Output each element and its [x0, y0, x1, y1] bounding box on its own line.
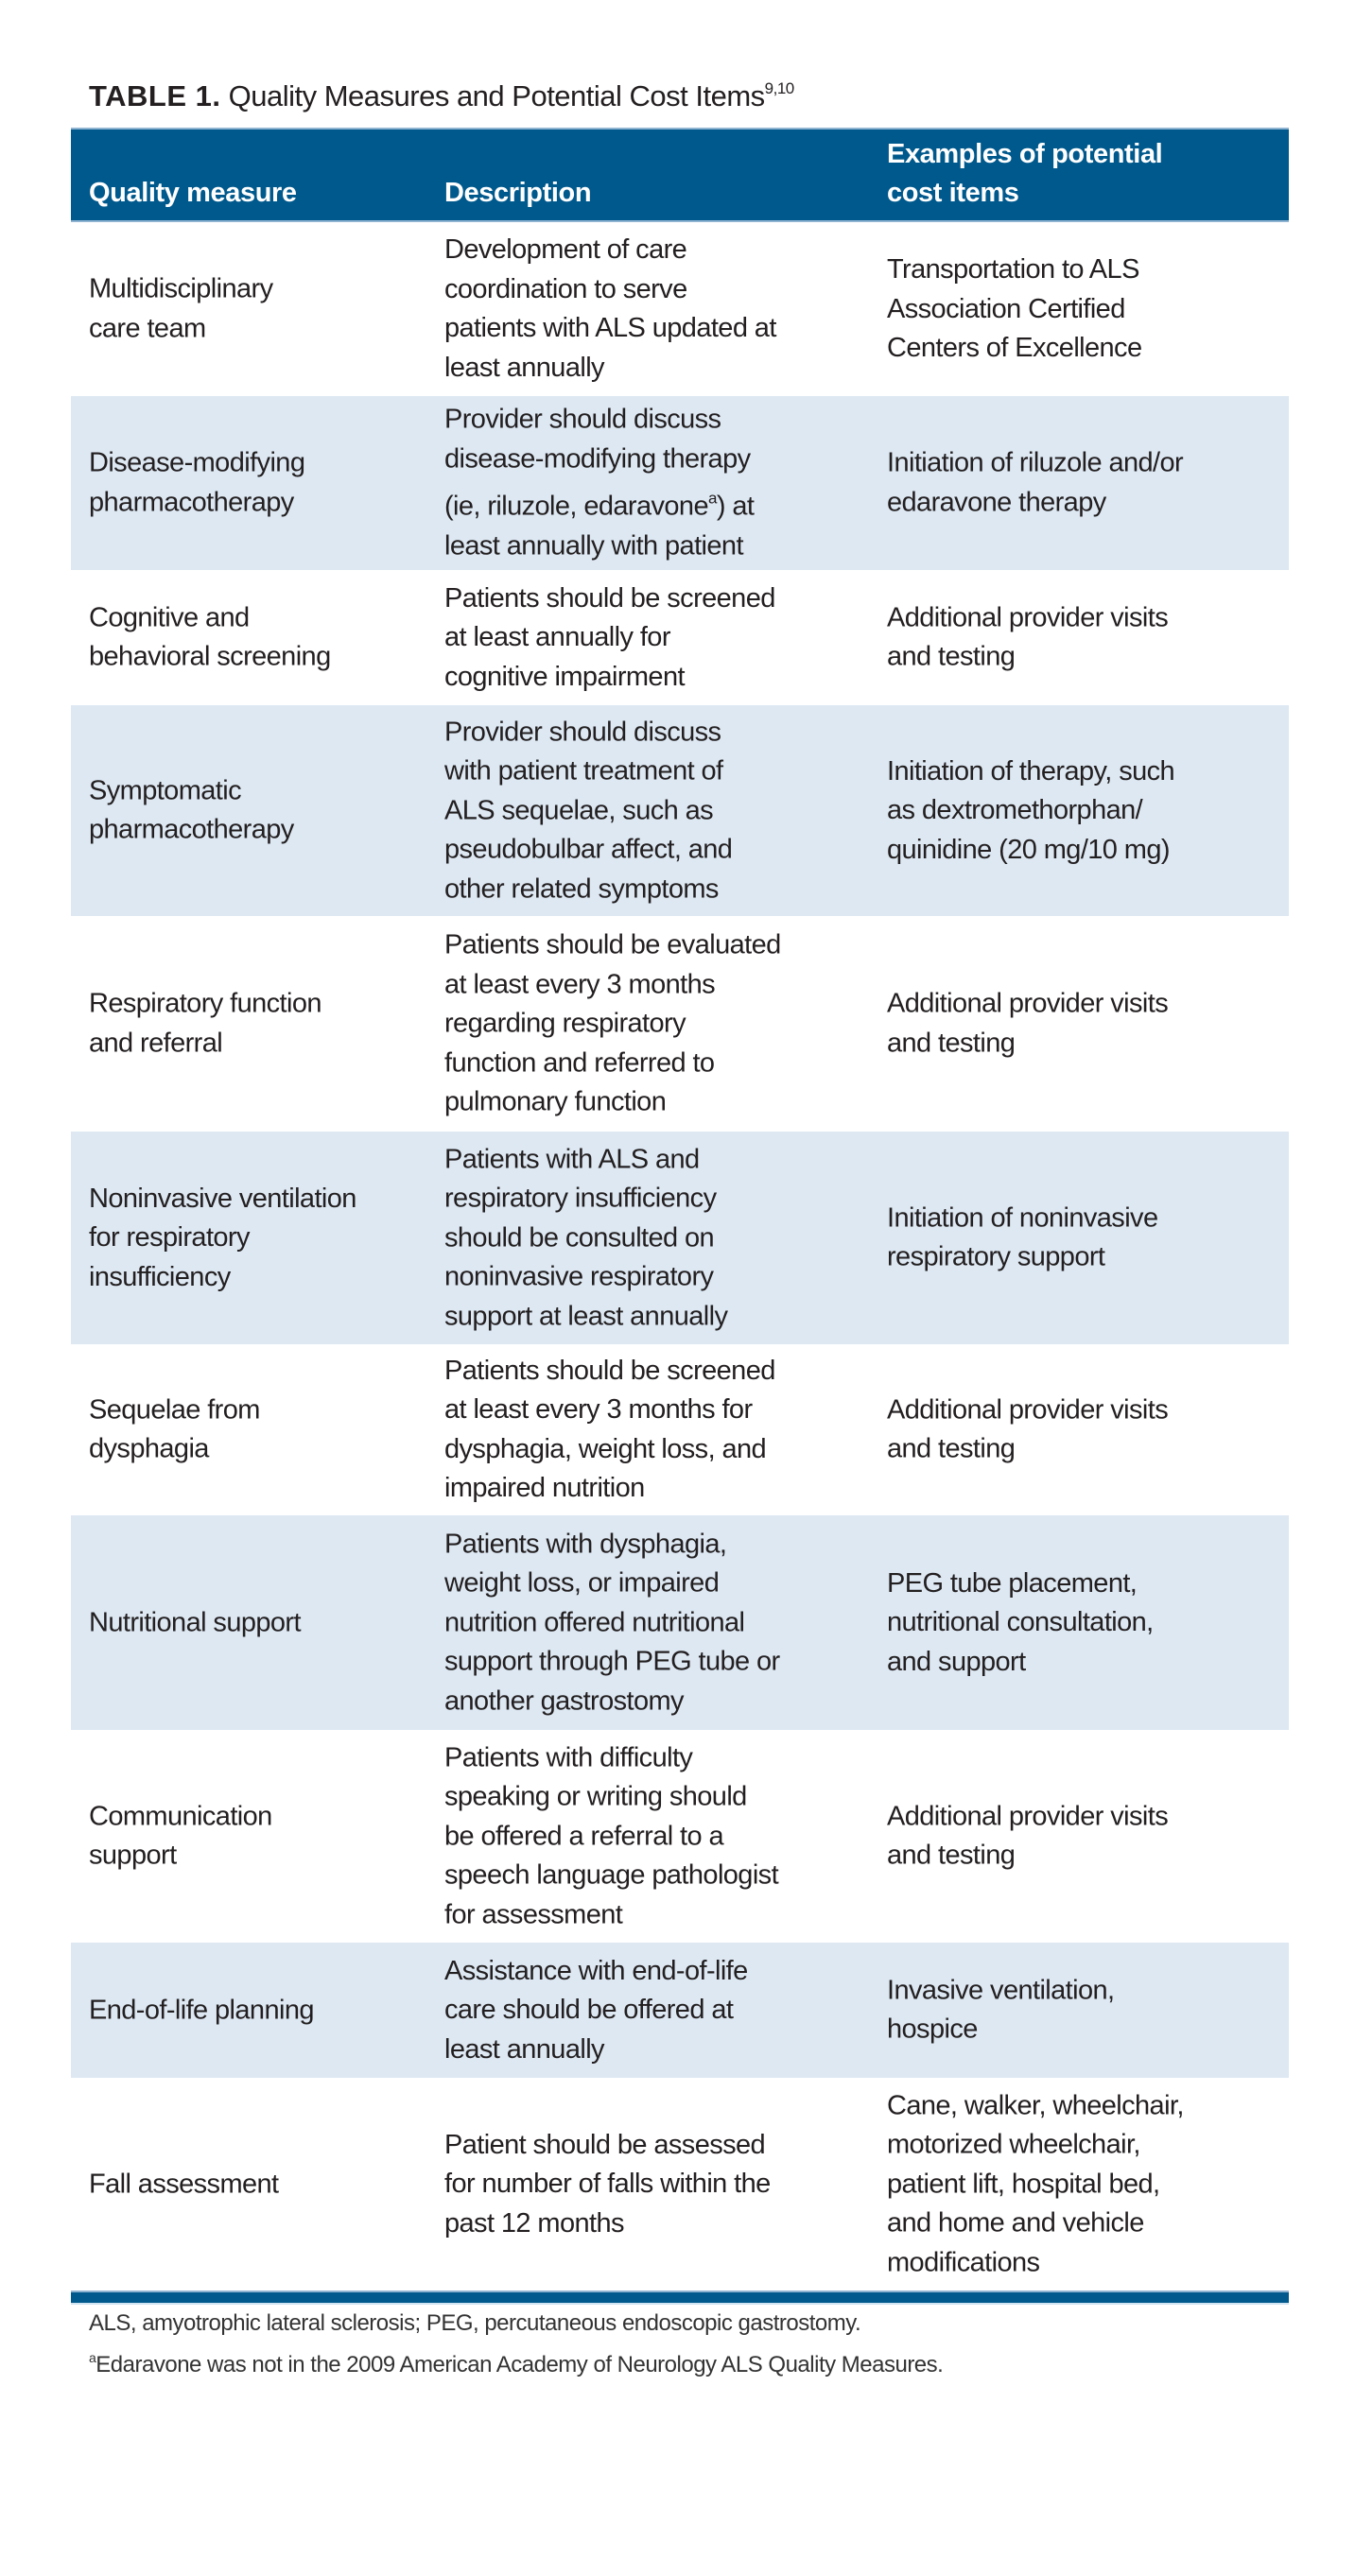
table-row — [71, 2078, 1289, 2291]
quality-measure-cell — [89, 270, 272, 349]
cell-line: Initiation of therapy, such — [887, 755, 1175, 787]
table-row — [71, 396, 1289, 570]
cost-items-cell — [887, 1391, 1168, 1469]
cell-line: dysphagia, weight loss, and — [444, 1433, 767, 1464]
cell-line: Invasive ventilation, — [887, 1975, 1115, 2005]
cell-line: Patients with ALS and — [444, 1143, 700, 1174]
cell-line: respiratory support — [887, 1241, 1105, 1272]
header-quality-measure: Quality measure — [89, 178, 297, 208]
cell-line: another gastrostomy — [444, 1685, 684, 1716]
quality-measure-cell — [89, 1603, 301, 1643]
cell-line: edaravone therapy — [887, 487, 1106, 517]
cell-line: at least every 3 months — [444, 968, 716, 999]
cell-line: Provider should discuss — [444, 716, 721, 747]
quality-measure-cell — [89, 444, 304, 523]
cell-line: weight loss, or impaired — [444, 1567, 720, 1599]
cell-line: dysphagia — [89, 1433, 209, 1464]
cell-line: coordination to serve — [444, 273, 687, 304]
description-cell — [444, 579, 775, 697]
cell-line: cognitive impairment — [444, 661, 685, 692]
cell-line: End-of-life planning — [89, 1994, 314, 2025]
cell-line: and testing — [887, 1028, 1016, 1058]
footnotes — [89, 2307, 943, 2382]
description-cell — [444, 1738, 778, 1935]
table-label: TABLE 1. — [89, 79, 221, 112]
cell-line: noninvasive respiratory — [444, 1261, 714, 1292]
cell-line: Additional provider visits — [887, 1801, 1169, 1831]
cell-line: other related symptoms — [444, 873, 719, 904]
quality-measure-cell — [89, 1991, 314, 2031]
header-line: cost items — [887, 178, 1019, 208]
cost-items-cell — [887, 251, 1142, 369]
cell-line: Cane, walker, wheelchair, — [887, 2089, 1184, 2120]
cell-line: be offered a referral to a — [444, 1820, 724, 1851]
cell-line: Cognitive and — [89, 602, 250, 632]
cell-line: Multidisciplinary — [89, 273, 273, 304]
cell-line: regarding respiratory — [444, 1008, 686, 1039]
cell-line: and testing — [887, 1433, 1016, 1464]
description-cell — [444, 1951, 748, 2069]
cell-line: impaired nutrition — [444, 1473, 645, 1503]
cell-line: for respiratory — [89, 1221, 250, 1253]
description-cell — [444, 1140, 727, 1337]
cell-line: pharmacotherapy — [89, 814, 294, 845]
cell-line: Patients with difficulty — [444, 1741, 693, 1772]
cell-line: Communication — [89, 1801, 272, 1831]
table-row — [71, 1344, 1289, 1515]
header-line: Examples of potential — [887, 139, 1163, 169]
header-description: Description — [444, 178, 592, 208]
footnote-marker: a — [89, 2350, 96, 2365]
cell-line: pharmacotherapy — [89, 487, 294, 517]
cell-line: for number of falls within the — [444, 2168, 771, 2199]
cost-items-cell — [887, 598, 1168, 677]
cell-line: pulmonary function — [444, 1086, 667, 1117]
cell-line: Transportation to ALS — [887, 253, 1139, 285]
cell-line: Development of care — [444, 234, 687, 265]
description-cell — [444, 1352, 775, 1509]
cell-line: Centers of Excellence — [887, 332, 1142, 363]
cell-line: should be consulted on — [444, 1221, 715, 1253]
cell-line: least annually with patient — [444, 530, 743, 561]
cell-line: Symptomatic — [89, 775, 241, 805]
cell-line: least annually — [444, 352, 604, 383]
table-row — [71, 1132, 1289, 1344]
cost-items-cell — [887, 444, 1183, 523]
cell-line: patients with ALS updated at — [444, 313, 776, 343]
cell-line: care should be offered at — [444, 1994, 734, 2025]
cell-line: at least every 3 months for — [444, 1394, 753, 1425]
cell-line: pseudobulbar affect, and — [444, 834, 733, 865]
table-row — [71, 1515, 1289, 1730]
cell-line: Association Certified — [887, 293, 1125, 324]
cell-line: function and referred to — [444, 1046, 715, 1078]
cell-line: Disease-modifying — [89, 447, 305, 478]
cell-line: Assistance with end-of-life — [444, 1955, 748, 1986]
cell-line — [444, 479, 754, 527]
description-cell — [444, 925, 781, 1122]
abbreviations-note: ALS, amyotrophic lateral sclerosis; PEG, percutaneous endoscopic gastrostomy. — [89, 2310, 861, 2336]
cell-line: least annually — [444, 2033, 604, 2065]
quality-measure-cell — [89, 771, 294, 850]
cell-line: care team — [89, 313, 206, 343]
cell-line: Noninvasive ventilation — [89, 1183, 356, 1214]
footnote-text: Edaravone was not in the 2009 American Academy of Neurology ALS Quality Measures. — [96, 2352, 944, 2377]
quality-measure-cell — [89, 598, 331, 677]
cell-line: insufficiency — [89, 1261, 231, 1292]
cell-line: Patient should be assessed — [444, 2129, 766, 2160]
cell-line: patient lift, hospital bed, — [887, 2168, 1160, 2199]
description-cell — [444, 1525, 780, 1721]
cell-line: speech language pathologist — [444, 1859, 779, 1891]
table-row — [71, 705, 1289, 916]
cost-items-cell — [887, 1971, 1115, 2049]
cell-line: past 12 months — [444, 2207, 624, 2239]
cell-line: support through PEG tube or — [444, 1646, 780, 1677]
line-text: ) at — [716, 491, 755, 522]
cell-line: for assessment — [444, 1898, 623, 1929]
description-cell — [444, 401, 754, 566]
cell-line: and testing — [887, 1840, 1016, 1871]
cell-line: Nutritional support — [89, 1606, 301, 1637]
cell-line: Additional provider visits — [887, 988, 1169, 1019]
cell-line: and support — [887, 1646, 1026, 1677]
quality-measure-cell — [89, 2165, 279, 2204]
cost-items-cell — [887, 752, 1174, 870]
cell-line: disease-modifying therapy — [444, 443, 751, 474]
cell-line: Patients should be evaluated — [444, 929, 781, 960]
reference-superscript: 9,10 — [764, 79, 794, 97]
cell-line: Fall assessment — [89, 2168, 279, 2199]
footnote-marker: a — [708, 489, 717, 508]
quality-measure-cell — [89, 1179, 356, 1297]
cell-line: hospice — [887, 2014, 978, 2045]
cell-line: motorized wheelchair, — [887, 2129, 1140, 2160]
cell-line: and referral — [89, 1028, 223, 1058]
header-cost-items — [887, 135, 1162, 213]
cell-line: Initiation of noninvasive — [887, 1202, 1158, 1233]
cell-line: PEG tube placement, — [887, 1567, 1138, 1599]
table-header — [71, 128, 1289, 222]
table-row — [71, 570, 1289, 705]
cell-line: ALS sequelae, such as — [444, 794, 714, 825]
quality-measure-cell — [89, 1391, 260, 1469]
table-row — [71, 222, 1289, 396]
cell-line: Patients should be screened — [444, 1355, 775, 1386]
edaravone-note — [89, 2341, 943, 2382]
cell-line: Provider should discuss — [444, 404, 721, 435]
cell-line: nutritional consultation, — [887, 1606, 1154, 1637]
quality-measure-cell — [89, 985, 321, 1063]
table-body — [71, 222, 1289, 2291]
table-bottom-rule — [71, 2291, 1289, 2305]
cell-line: Sequelae from — [89, 1394, 260, 1425]
description-cell — [444, 231, 776, 388]
cost-items-cell — [887, 1564, 1154, 1682]
cell-line: as dextromethorphan/ — [887, 794, 1143, 825]
quality-measure-cell — [89, 1797, 272, 1876]
table-row — [71, 916, 1289, 1132]
cell-line: quinidine (20 mg/10 mg) — [887, 834, 1170, 865]
line-text: (ie, riluzole, edaravone — [444, 491, 708, 522]
cell-line: behavioral screening — [89, 641, 331, 672]
cost-items-cell — [887, 1199, 1157, 1277]
cost-items-cell — [887, 2086, 1184, 2283]
table-row — [71, 1943, 1289, 2078]
cost-items-cell — [887, 1797, 1168, 1876]
cell-line: Patients should be screened — [444, 582, 775, 614]
cell-line: support — [89, 1840, 177, 1871]
quality-measures-table — [71, 128, 1289, 2305]
cell-line: Initiation of riluzole and/or — [887, 447, 1184, 478]
cell-line: with patient treatment of — [444, 755, 723, 787]
cell-line: Patients with dysphagia, — [444, 1528, 727, 1559]
cell-line: and testing — [887, 641, 1016, 672]
cell-line: and home and vehicle — [887, 2207, 1144, 2239]
cell-line: modifications — [887, 2246, 1040, 2277]
table-row — [71, 1730, 1289, 1943]
cell-line: Additional provider visits — [887, 1394, 1169, 1425]
cost-items-cell — [887, 985, 1168, 1063]
cell-line: speaking or writing should — [444, 1781, 747, 1812]
cell-line: support at least annually — [444, 1300, 728, 1331]
table-caption: Quality Measures and Potential Cost Items — [228, 79, 765, 112]
cell-line: respiratory insufficiency — [444, 1183, 717, 1214]
table-title — [89, 79, 794, 113]
cell-line: Additional provider visits — [887, 602, 1169, 632]
cell-line: nutrition offered nutritional — [444, 1606, 745, 1637]
description-cell — [444, 2125, 771, 2243]
cell-line: Respiratory function — [89, 988, 321, 1019]
cell-line: at least annually for — [444, 621, 670, 652]
description-cell — [444, 713, 732, 909]
